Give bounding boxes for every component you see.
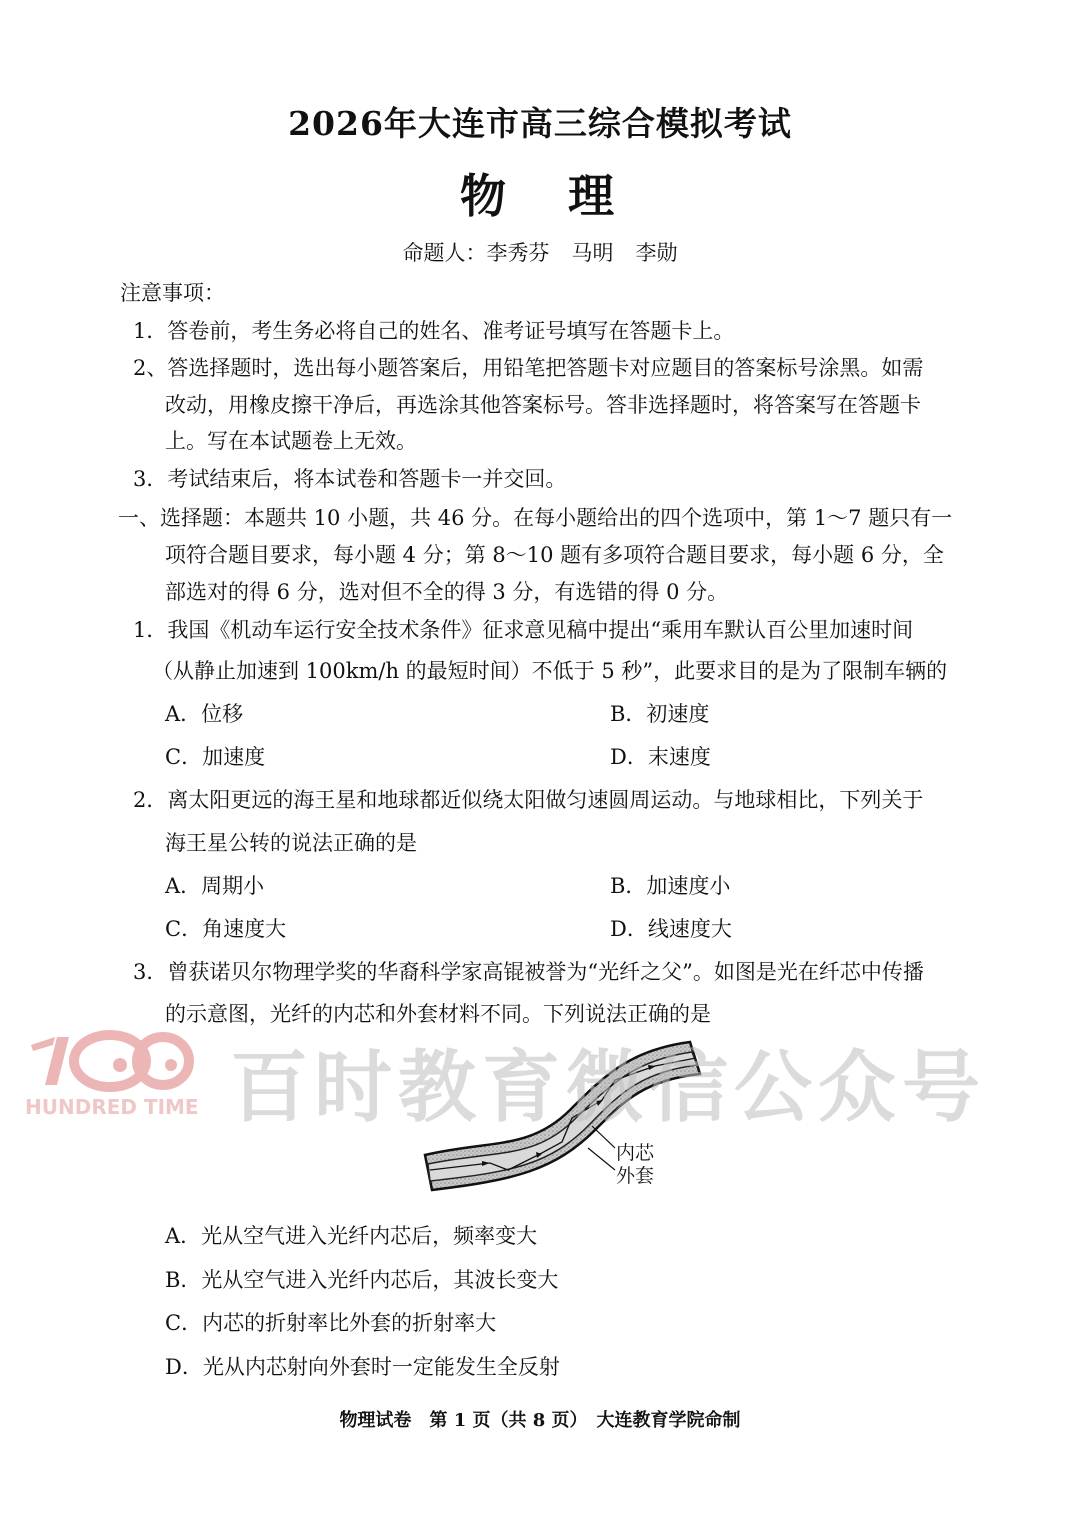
note-line: 2、答选择题时，选出每小题答案后，用铅笔把答题卡对应题目的答案标号涂黑。如需 (133, 356, 924, 380)
watermark (25, 1025, 1065, 1133)
q1-option-b: B．初速度 (610, 702, 710, 726)
notes-heading: 注意事项： (120, 281, 225, 305)
note-line: 3．考试结束后，将本试卷和答题卡一并交回。 (133, 467, 567, 491)
q2-option-d: D．线速度大 (610, 917, 732, 941)
section-instruction: 项符合题目要求，每小题 4 分；第 8～10 题有多项符合题目要求，每小题 6 分，全 (165, 543, 944, 567)
q1-option-c: C．加速度 (165, 745, 266, 769)
question-2-text: 海王星公转的说法正确的是 (165, 831, 417, 855)
watermark-logo-text: HUNDRED TIME (25, 1095, 199, 1119)
authors-label: 命题人： (402, 241, 487, 265)
q2-option-c: C．角速度大 (165, 917, 287, 941)
note-line: 上。写在本试题卷上无效。 (165, 429, 417, 453)
subject-char-2: 理 (568, 169, 620, 223)
q2-option-a: A．周期小 (165, 874, 265, 898)
question-3-text: 的示意图，光纤的内芯和外套材料不同。下列说法正确的是 (165, 1002, 711, 1026)
section-instruction: 部选对的得 6 分，选对但不全的得 3 分，有选错的得 0 分。 (165, 580, 729, 604)
label-cladding: 外套 (616, 1165, 655, 1187)
author-1: 李秀芬 (486, 241, 550, 265)
q1-option-a: A．位移 (165, 702, 244, 726)
section-instruction: 一、选择题：本题共 10 小题，共 46 分。在每小题给出的四个选项中，第 1～7 题只有一 (118, 506, 953, 530)
label-core: 内芯 (616, 1142, 655, 1164)
question-1-text: （从静止加速到 100km/h 的最短时间）不低于 5 秒”，此要求目的是为了限制车辆的 (152, 659, 948, 683)
page-footer: 物理试卷 第 1 页（共 8 页） 大连教育学院命制 (339, 1410, 741, 1431)
question-3-text: 3．曾获诺贝尔物理学奖的华裔科学家高锟被誉为“光纤之父”。如图是光在纤芯中传播 (133, 960, 924, 984)
authors-line (0, 237, 1080, 267)
subject-title (0, 160, 1080, 226)
q3-option-b: B．光从空气进入光纤内芯后，其波长变大 (165, 1268, 559, 1292)
question-1-text: 1．我国《机动车运行安全技术条件》征求意见稿中提出“乘用车默认百公里加速时间 (133, 618, 914, 642)
hundred-time-logo-icon (25, 1025, 195, 1095)
exam-title: 2026年大连市高三综合模拟考试 (288, 104, 792, 143)
note-line: 改动，用橡皮擦干净后，再选涂其他答案标号。答非选择题时，将答案写在答题卡 (165, 393, 921, 417)
watermark-text: 百时教育微信公众号 (230, 1043, 987, 1133)
question-2-text: 2．离太阳更远的海王星和地球都近似绕太阳做匀速圆周运动。与地球相比，下列关于 (133, 788, 924, 812)
q3-option-a: A．光从空气进入光纤内芯后，频率变大 (165, 1224, 538, 1248)
q3-option-c: C．内芯的折射率比外套的折射率大 (165, 1311, 497, 1335)
q1-option-d: D．末速度 (610, 745, 711, 769)
note-line: 1．答卷前，考生务必将自己的姓名、准考证号填写在答题卡上。 (133, 319, 735, 343)
author-2: 马明 (571, 241, 614, 265)
q2-option-b: B．加速度小 (610, 874, 731, 898)
subject-char-1: 物 (460, 169, 512, 223)
q3-option-d: D．光从内芯射向外套时一定能发生全反射 (165, 1355, 560, 1379)
author-3: 李勋 (635, 241, 678, 265)
